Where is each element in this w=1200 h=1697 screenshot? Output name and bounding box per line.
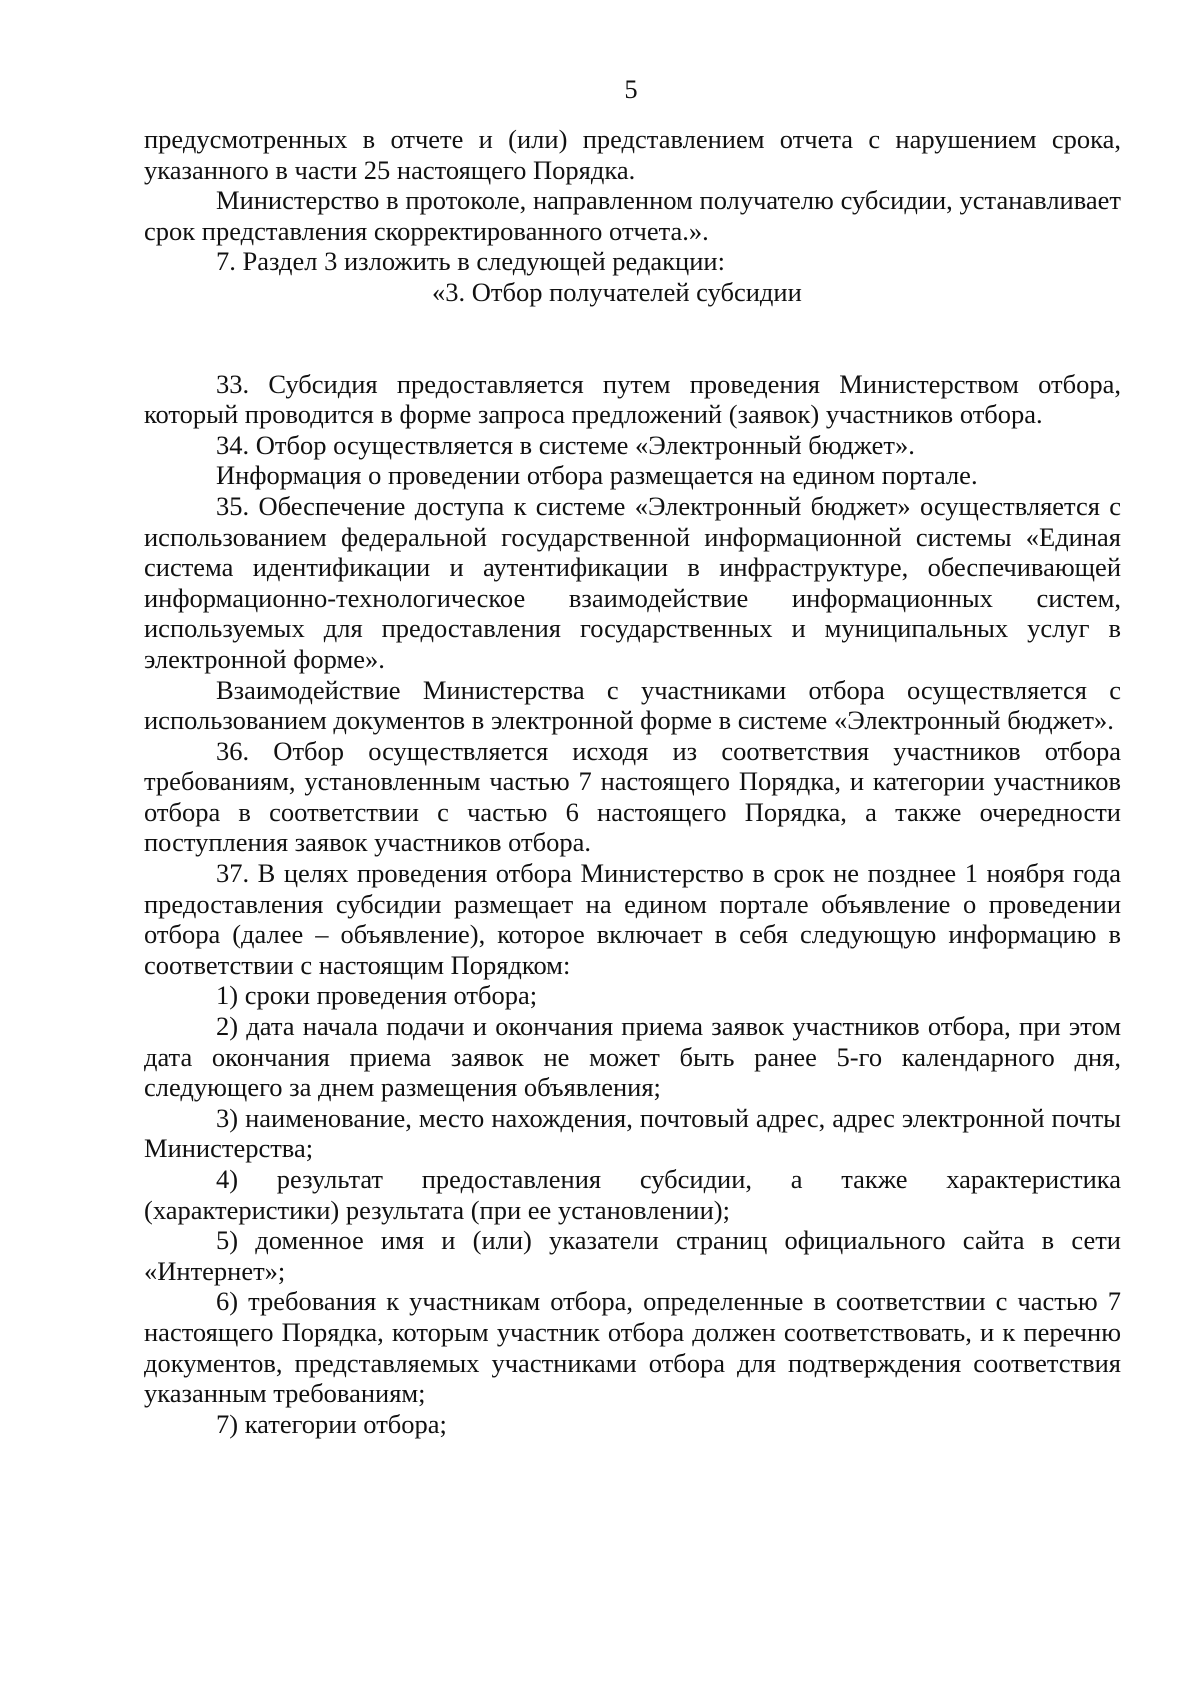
document-body — [144, 124, 1121, 1439]
section-heading: «3. Отбор получателей субсидии — [432, 276, 802, 307]
paragraph: 37. В целях проведения отбора Министерство в срок не позднее 1 ноября года предоставления субсидии размещает на едином портале объявление о проведении отбора (далее – объявление), которое включает в себя следующую информацию в соответствии с настоящим Порядком: — [144, 858, 1121, 980]
paragraphs-before-heading — [144, 124, 1121, 277]
paragraphs-after-heading — [144, 369, 1121, 1440]
paragraph: 4) результат предоставления субсидии, а также характеристика (характеристики) результата (при ее установлении); — [144, 1164, 1121, 1225]
paragraph: 7) категории отбора; — [216, 1408, 447, 1439]
page-number: 5 — [624, 74, 638, 104]
paragraph: Взаимодействие Министерства с участниками отбора осуществляется с использованием документов в электронной форме в системе «Электронный бюджет». — [144, 674, 1121, 736]
paragraph: 35. Обеспечение доступа к системе «Электронный бюджет» осуществляется с использованием федеральной государственной информационной системы «Единая система идентификации и аутентификации в инфраструктуре, обеспечивающей информационно-технологическое взаимодействие информационных систем, используемых для предоставления государственных и муниципальных услуг в электронной форме». — [144, 490, 1121, 674]
paragraph: 33. Субсидия предоставляется путем проведения Министерством отбора, который проводится в форме запроса предложений (заявок) участников отбора. — [144, 368, 1121, 430]
paragraph: 1) сроки проведения отбора; — [216, 980, 538, 1011]
paragraph: 2) дата начала подачи и окончания приема заявок участников отбора, при этом дата окончания приема заявок не может быть ранее 5-го календарного дня, следующего за днем размещения объявления; — [144, 1011, 1121, 1103]
heading-gap — [144, 308, 1121, 369]
paragraph: предусмотренных в отчете и (или) представлением отчета с нарушением срока, указанного в части 25 настоящего Порядка. — [144, 124, 1121, 185]
paragraph: Министерство в протоколе, направленном получателю субсидии, устанавливает срок представления скорректированного отчета.». — [144, 185, 1121, 246]
paragraph: 3) наименование, место нахождения, почтовый адрес, адрес электронной почты Министерства; — [144, 1102, 1121, 1164]
paragraph: Информация о проведении отбора размещается на едином портале. — [216, 460, 978, 491]
paragraph: 5) доменное имя и (или) указатели страниц официального сайта в сети «Интернет»; — [144, 1225, 1121, 1286]
paragraph: 34. Отбор осуществляется в системе «Электронный бюджет». — [216, 429, 915, 460]
paragraph: 7. Раздел 3 изложить в следующей редакции: — [216, 246, 725, 277]
paragraph: 36. Отбор осуществляется исходя из соответствия участников отбора требованиям, установленным частью 7 настоящего Порядка, и категории участников отбора в соответствии с частью 6 настоящего Порядка, а также очередности поступления заявок участников отбора. — [144, 735, 1121, 858]
paragraph: 6) требования к участникам отбора, определенные в соответствии с частью 7 настоящего Порядка, которым участник отбора должен соответствовать, и к перечню документов, представляемых участниками отбора для подтверждения соответствия указанным требованиям; — [144, 1286, 1121, 1409]
